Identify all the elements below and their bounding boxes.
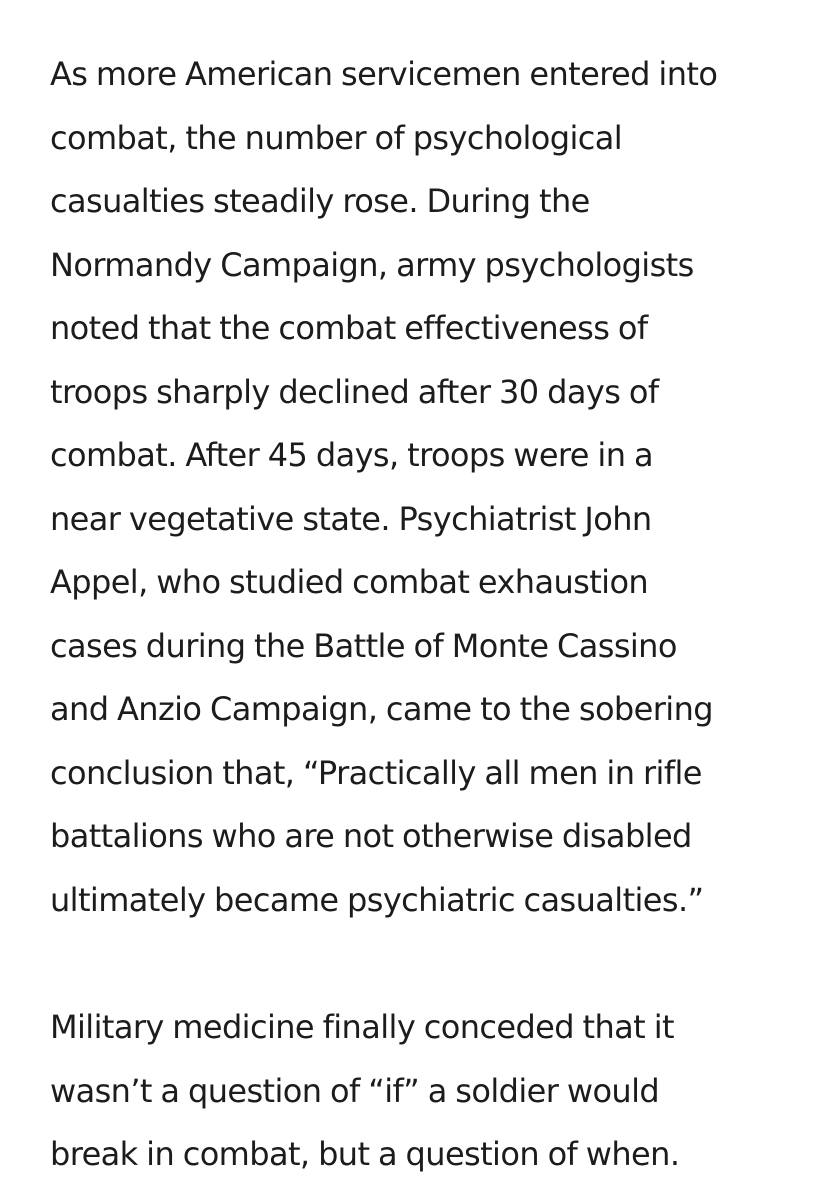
- text-line: combat, the number of psychological: [50, 118, 623, 157]
- text-line: near vegetative state. Psychiatrist John: [50, 499, 652, 538]
- article-body: [50, 43, 820, 1187]
- text-line: and Anzio Campaign, came to the sobering: [50, 690, 713, 728]
- paragraph-1: [50, 43, 820, 932]
- text-line: As more American servicemen entered into: [50, 55, 718, 93]
- text-line: troops sharply declined after 30 days of: [50, 372, 659, 411]
- text-line: conclusion that, “Practically all men in rifle: [50, 753, 702, 792]
- text-line: noted that the combat effectiveness of: [50, 309, 648, 347]
- text-line: Military medicine finally conceded that it: [50, 1008, 674, 1046]
- paragraph-spacer: [50, 932, 820, 996]
- text-line: combat. After 45 days, troops were in a: [50, 436, 653, 474]
- text-line: battalions who are not otherwise disabled: [50, 817, 692, 855]
- text-line: casualties steadily rose. During the: [50, 182, 590, 220]
- text-line: Appel, who studied combat exhaustion: [50, 563, 649, 601]
- paragraph-2: [50, 996, 820, 1187]
- text-line: Normandy Campaign, army psychologists: [50, 245, 694, 284]
- text-line: wasn’t a question of “if” a soldier would: [50, 1071, 660, 1110]
- text-line: cases during the Battle of Monte Cassino: [50, 626, 677, 665]
- text-line: break in combat, but a question of when.: [50, 1135, 680, 1173]
- text-line: ultimately became psychiatric casualties.”: [50, 880, 704, 919]
